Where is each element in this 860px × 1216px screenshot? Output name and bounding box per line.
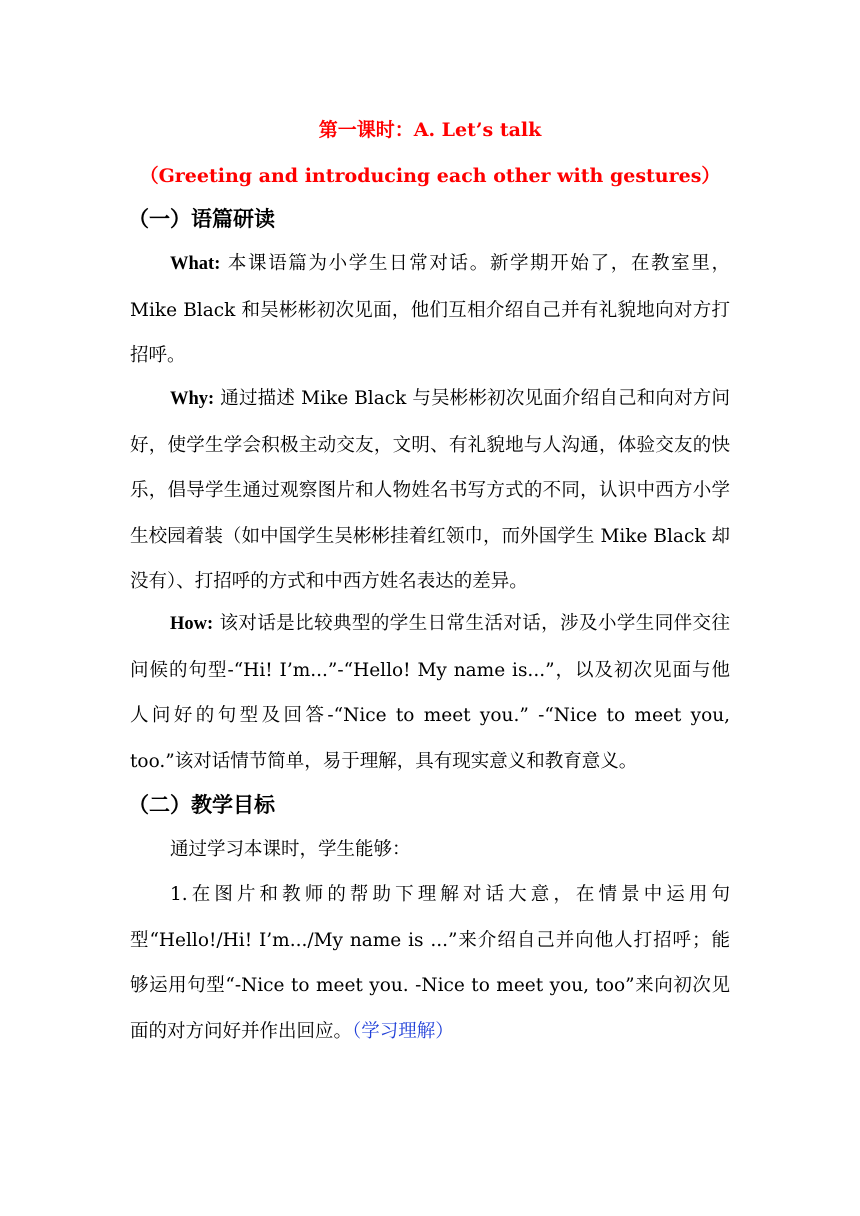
why-text: 通过描述 Mike Black 与吴彬彬初次见面介绍自己和向对方问好，使学生学会积极主动交友，文明、有礼貌地与人沟通，体验交友的快乐，倡导学生通过观察图片和人物姓名书写方式的不同，认识中西方小学生校园着装（如中国学生吴彬彬挂着红领巾，而外国学生 Mike Black 却没有）、打招呼的方式和中西方姓名表达的差异。 [130, 388, 730, 592]
what-paragraph [130, 241, 730, 379]
how-text: 该对话是比较典型的学生日常生活对话，涉及小学生同伴交往问候的句型-“Hi! I’m...”-“Hello! My name is...”，以及初次见面与他人问好的句型及回答-“Nice to meet you.” -“Nice to meet you, too.”该对话情节简单，易于理解，具有现实意义和教育意义。 [130, 613, 730, 772]
why-paragraph [130, 376, 730, 605]
why-label: Why: [170, 389, 215, 409]
lesson-title: 第一课时：A. Let’s talk [318, 119, 542, 141]
how-paragraph [130, 601, 730, 784]
what-label: What: [170, 254, 221, 274]
section-heading-teaching-goals: （二）教学目标 [128, 792, 275, 817]
what-text: 本课语篇为小学生日常对话。新学期开始了，在教室里，Mike Black 和吴彬彬初次见面，他们互相介绍自己并有礼貌地向对方打招呼。 [130, 253, 730, 366]
goal-1-text: 1.在图片和教师的帮助下理解对话大意，在情景中运用句型“Hello!/Hi! I’m.../My name is ...”来介绍自己并向他人打招呼；能够运用句型“-Nice to meet you. -Nice to meet you, too”来向初次见面的对方问好并作出回应。 [130, 884, 730, 1042]
lesson-subtitle: （Greeting and introducing each other with gestures） [139, 165, 721, 187]
goals-intro: 通过学习本课时，学生能够： [170, 839, 411, 860]
section-heading-discourse-analysis: （一）语篇研读 [128, 206, 275, 231]
how-label: How: [170, 614, 214, 634]
goal-1-paragraph [130, 872, 730, 1054]
goal-1-tag: （学习理解） [352, 1020, 454, 1042]
